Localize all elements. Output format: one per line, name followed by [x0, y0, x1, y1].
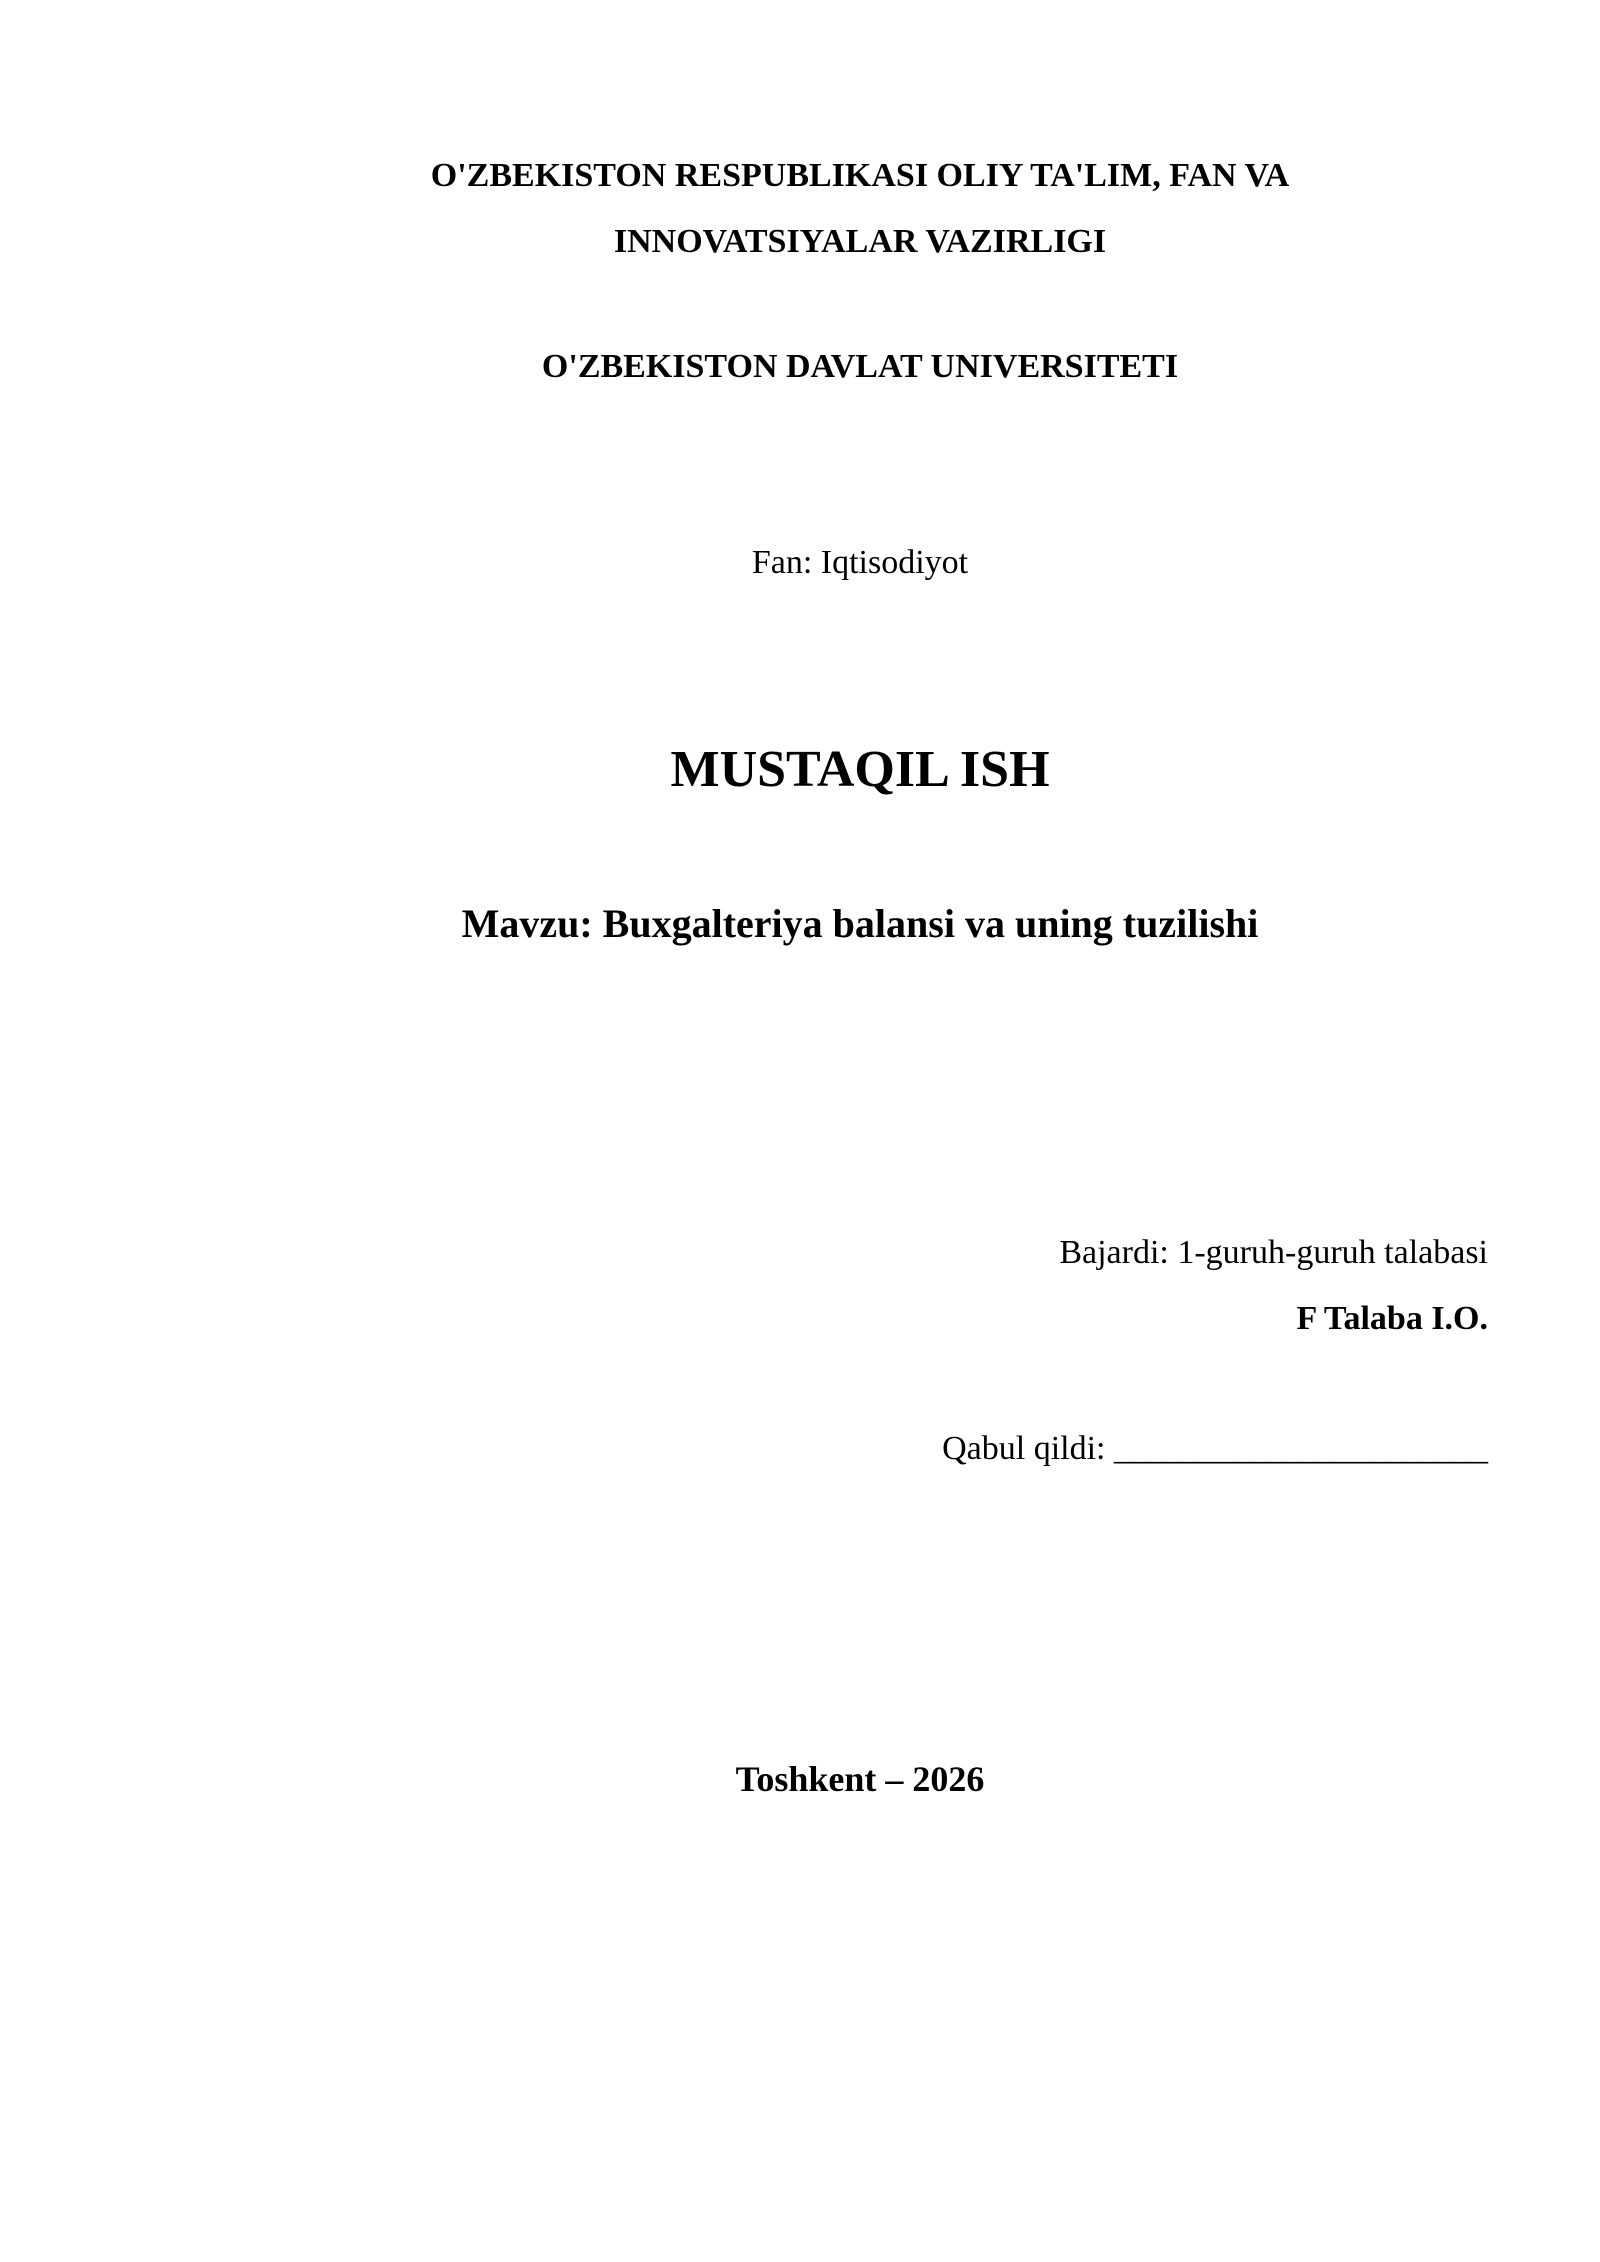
subject-line: Fan: Iqtisodiyot — [751, 544, 969, 581]
ministry-line-1: O'ZBEKISTON RESPUBLIKASI OLIY TA'LIM, FAN VA — [430, 157, 1290, 194]
accepted-by: Qabul qildi: ______________________ — [942, 1430, 1488, 1467]
university-name: O'ZBEKISTON DAVLAT UNIVERSITETI — [541, 348, 1179, 385]
ministry-heading — [0, 143, 1600, 275]
ministry-line-2: INNOVATSIYALAR VAZIRLIGI — [613, 223, 1107, 260]
topic-line: Mavzu: Buxgalteriya balansi va uning tuzilishi — [461, 901, 1259, 946]
city-year: Toshkent – 2026 — [735, 1759, 985, 1799]
student-name: F Talaba I.O. — [1296, 1300, 1488, 1337]
performed-by: Bajardi: 1-guruh-guruh talabasi — [1059, 1234, 1488, 1271]
document-title: MUSTAQIL ISH — [670, 741, 1050, 798]
